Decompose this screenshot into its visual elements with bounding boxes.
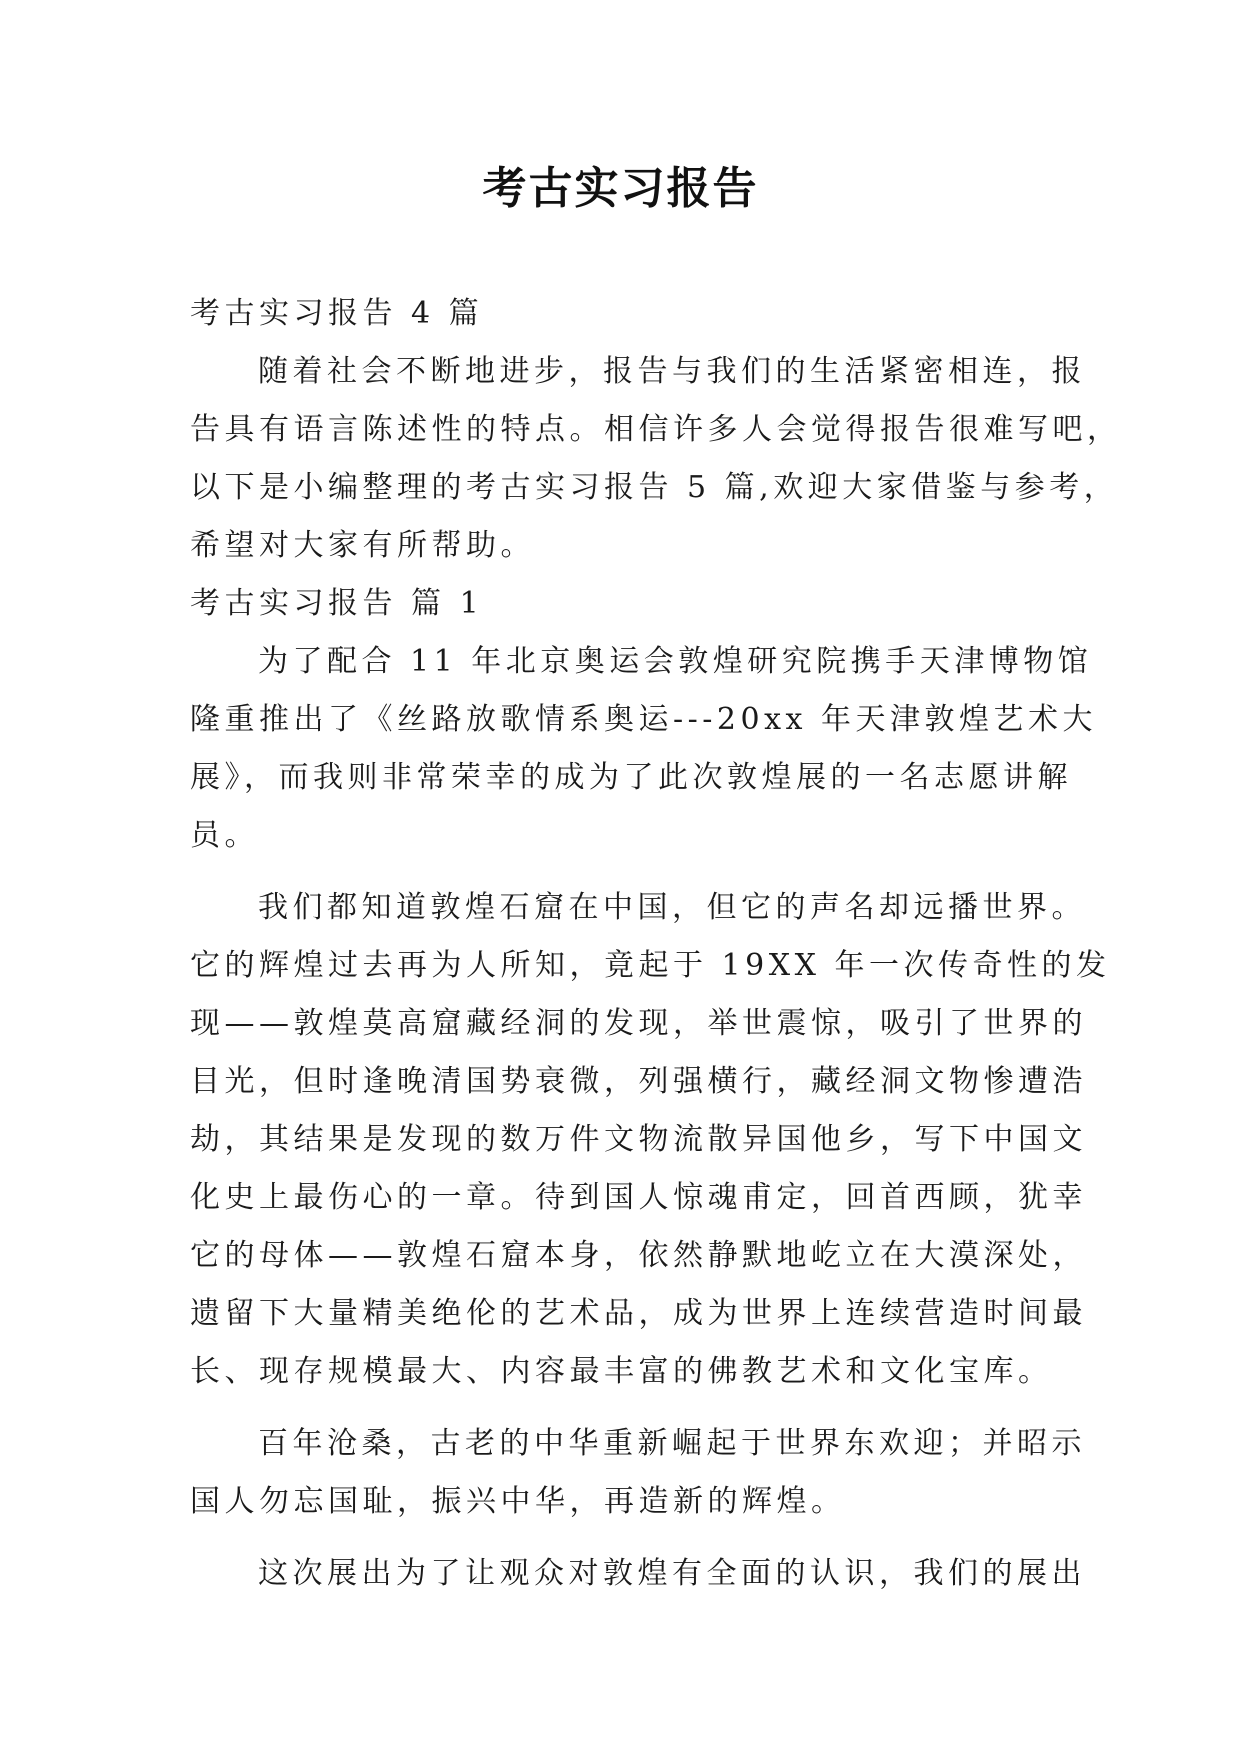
document-title: 考古实习报告 — [482, 163, 759, 214]
text-line: 展》，而我则非常荣幸的成为了此次敦煌展的一名志愿讲解 — [190, 760, 1072, 795]
text-line: 百年沧桑，古老的中华重新崛起于世界东欢迎；并昭示 — [258, 1426, 1086, 1461]
text-line: 它的母体——敦煌石窟本身，依然静默地屹立在大漠深处， — [190, 1238, 1087, 1273]
paragraph-gap — [190, 1531, 1050, 1545]
text-line: 隆重推出了《丝路放歌情系奥运---20xx 年天津敦煌艺术大 — [190, 702, 1097, 737]
text-line: 考古实习报告 4 篇 — [190, 296, 484, 331]
text-line: 随着社会不断地进步，报告与我们的生活紧密相连，报 — [258, 354, 1086, 389]
paragraph-gap — [190, 865, 1050, 879]
text-line: 目光，但时逢晚清国势衰微，列强横行，藏经洞文物惨遭浩 — [190, 1064, 1087, 1099]
text-line: 劫，其结果是发现的数万件文物流散异国他乡，写下中国文 — [190, 1122, 1087, 1157]
text-line: 希望对大家有所帮助。 — [190, 528, 535, 563]
text-line: 以下是小编整理的考古实习报告 5 篇,欢迎大家借鉴与参考， — [190, 470, 1119, 505]
text-line: 长、现存规模最大、内容最丰富的佛教艺术和文化宝库。 — [190, 1354, 1053, 1389]
text-line: 我们都知道敦煌石窟在中国，但它的声名却远播世界。 — [258, 890, 1086, 925]
text-line: 它的辉煌过去再为人所知，竟起于 19XX 年一次传奇性的发 — [190, 948, 1111, 983]
text-line: 考古实习报告 篇 1 — [190, 586, 484, 621]
text-line: 遗留下大量精美绝伦的艺术品，成为世界上连续营造时间最 — [190, 1296, 1087, 1331]
paragraph-gap — [190, 1401, 1050, 1415]
text-line: 化史上最伤心的一章。待到国人惊魂甫定，回首西顾，犹幸 — [190, 1180, 1087, 1215]
document-body — [190, 285, 1122, 1603]
text-line: 员。 — [190, 818, 259, 853]
text-line: 现——敦煌莫高窟藏经洞的发现，举世震惊，吸引了世界的 — [190, 1006, 1087, 1041]
text-line: 为了配合 11 年北京奥运会敦煌研究院携手天津博物馆 — [258, 644, 1093, 679]
text-line: 这次展出为了让观众对敦煌有全面的认识，我们的展出 — [258, 1556, 1086, 1591]
text-line: 国人勿忘国耻，振兴中华，再造新的辉煌。 — [190, 1484, 846, 1519]
text-line: 告具有语言陈述性的特点。相信许多人会觉得报告很难写吧， — [190, 412, 1122, 447]
